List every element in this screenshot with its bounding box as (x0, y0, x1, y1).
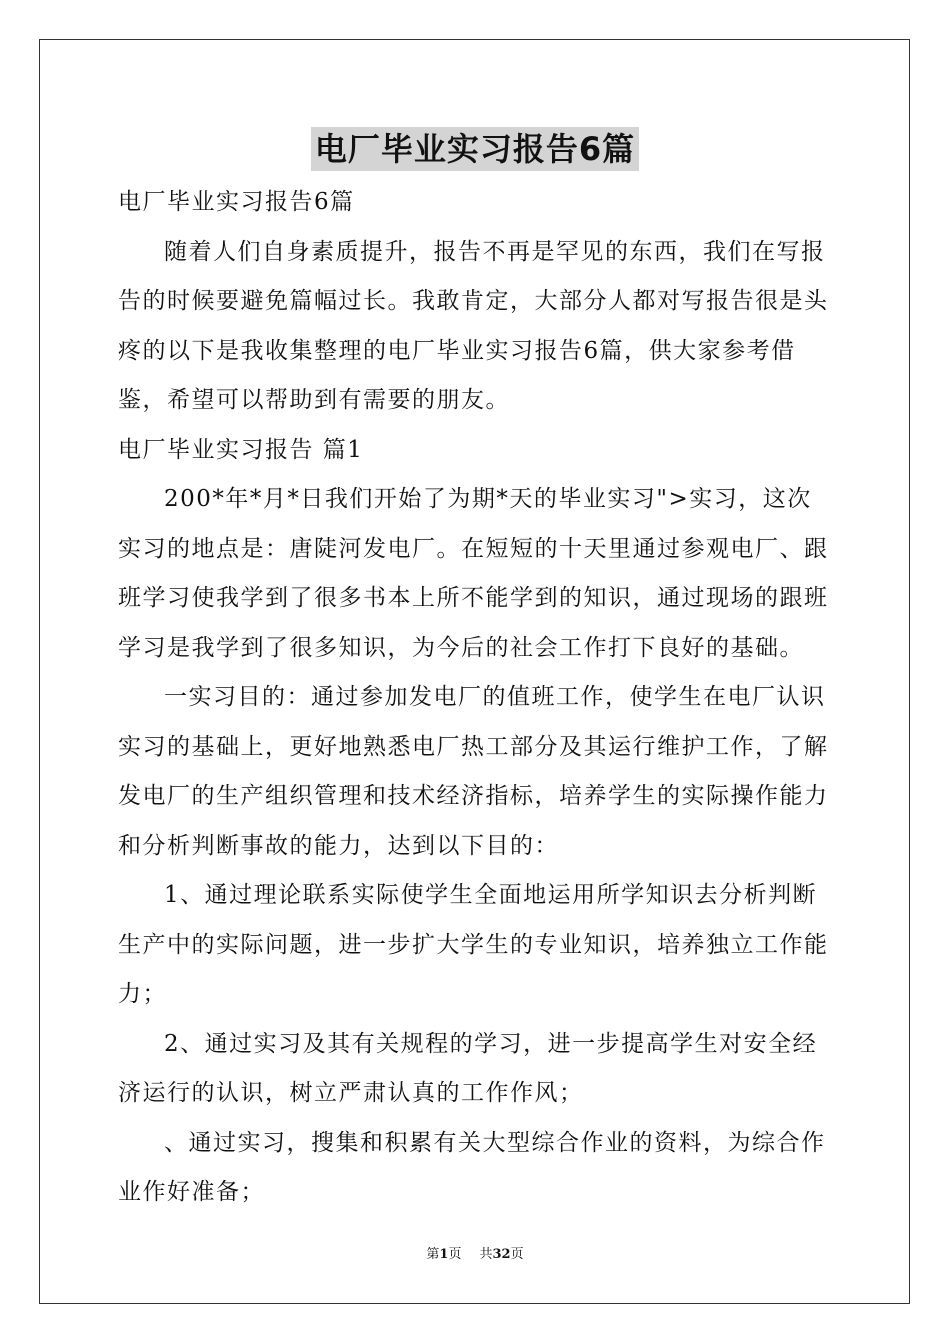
document-body (118, 178, 834, 1218)
page-suffix: 页 (448, 1247, 462, 1262)
document-title: 电厂毕业实习报告6篇 (311, 127, 639, 171)
paragraph-heading: 电厂毕业实习报告6篇 (118, 189, 355, 215)
paragraph-goal-3: 、通过实习，搜集和积累有关大型综合作业的资料，为综合作业作好准备； (118, 1129, 826, 1205)
page-footer (0, 1245, 950, 1265)
section-heading-1: 电厂毕业实习报告 篇1 (118, 436, 364, 463)
total-pages: 32 (492, 1247, 511, 1262)
title-wrap (0, 127, 950, 171)
paragraph-intro: 随着人们自身素质提升，报告不再是罕见的东西，我们在写报告的时候要避免篇幅过长。我敢肯定，大部分人都对写报告很是头疼的以下是我收集整理的电厂毕业实习报告6篇，供大家参考借鉴，希望可以帮助到有需要的朋友。 (118, 238, 829, 413)
page-prefix: 第 (426, 1247, 440, 1262)
paragraph-purpose: 一实习目的：通过参加发电厂的值班工作，使学生在电厂认识实习的基础上，更好地熟悉电厂热工部分及其运行维护工作，了解发电厂的生产组织管理和技术经济指标，培养学生的实际操作能力和分析判断事故的能力，达到以下目的： (118, 684, 829, 859)
page-current: 1 (439, 1247, 449, 1262)
paragraph-goal-1: 1、通过理论联系实际使学生全面地运用所学知识去分析判断生产中的实际问题，进一步扩大学生的专业知识，培养独立工作能力； (118, 882, 829, 1007)
paragraph-overview: 200*年*月*日我们开始了为期*天的毕业实习">实习，这次实习的地点是：唐陡河发电厂。在短短的十天里通过参观电厂、跟班学习使我学到了很多书本上所不能学到的知识，通过现场的跟班学习是我学到了很多知识，为今后的社会工作打下良好的基础。 (118, 486, 829, 661)
total-prefix: 共 (479, 1247, 493, 1262)
total-suffix: 页 (510, 1247, 524, 1262)
paragraph-goal-2: 2、通过实习及其有关规程的学习，进一步提高学生对安全经济运行的认识，树立严肃认真的工作作风； (118, 1030, 818, 1106)
